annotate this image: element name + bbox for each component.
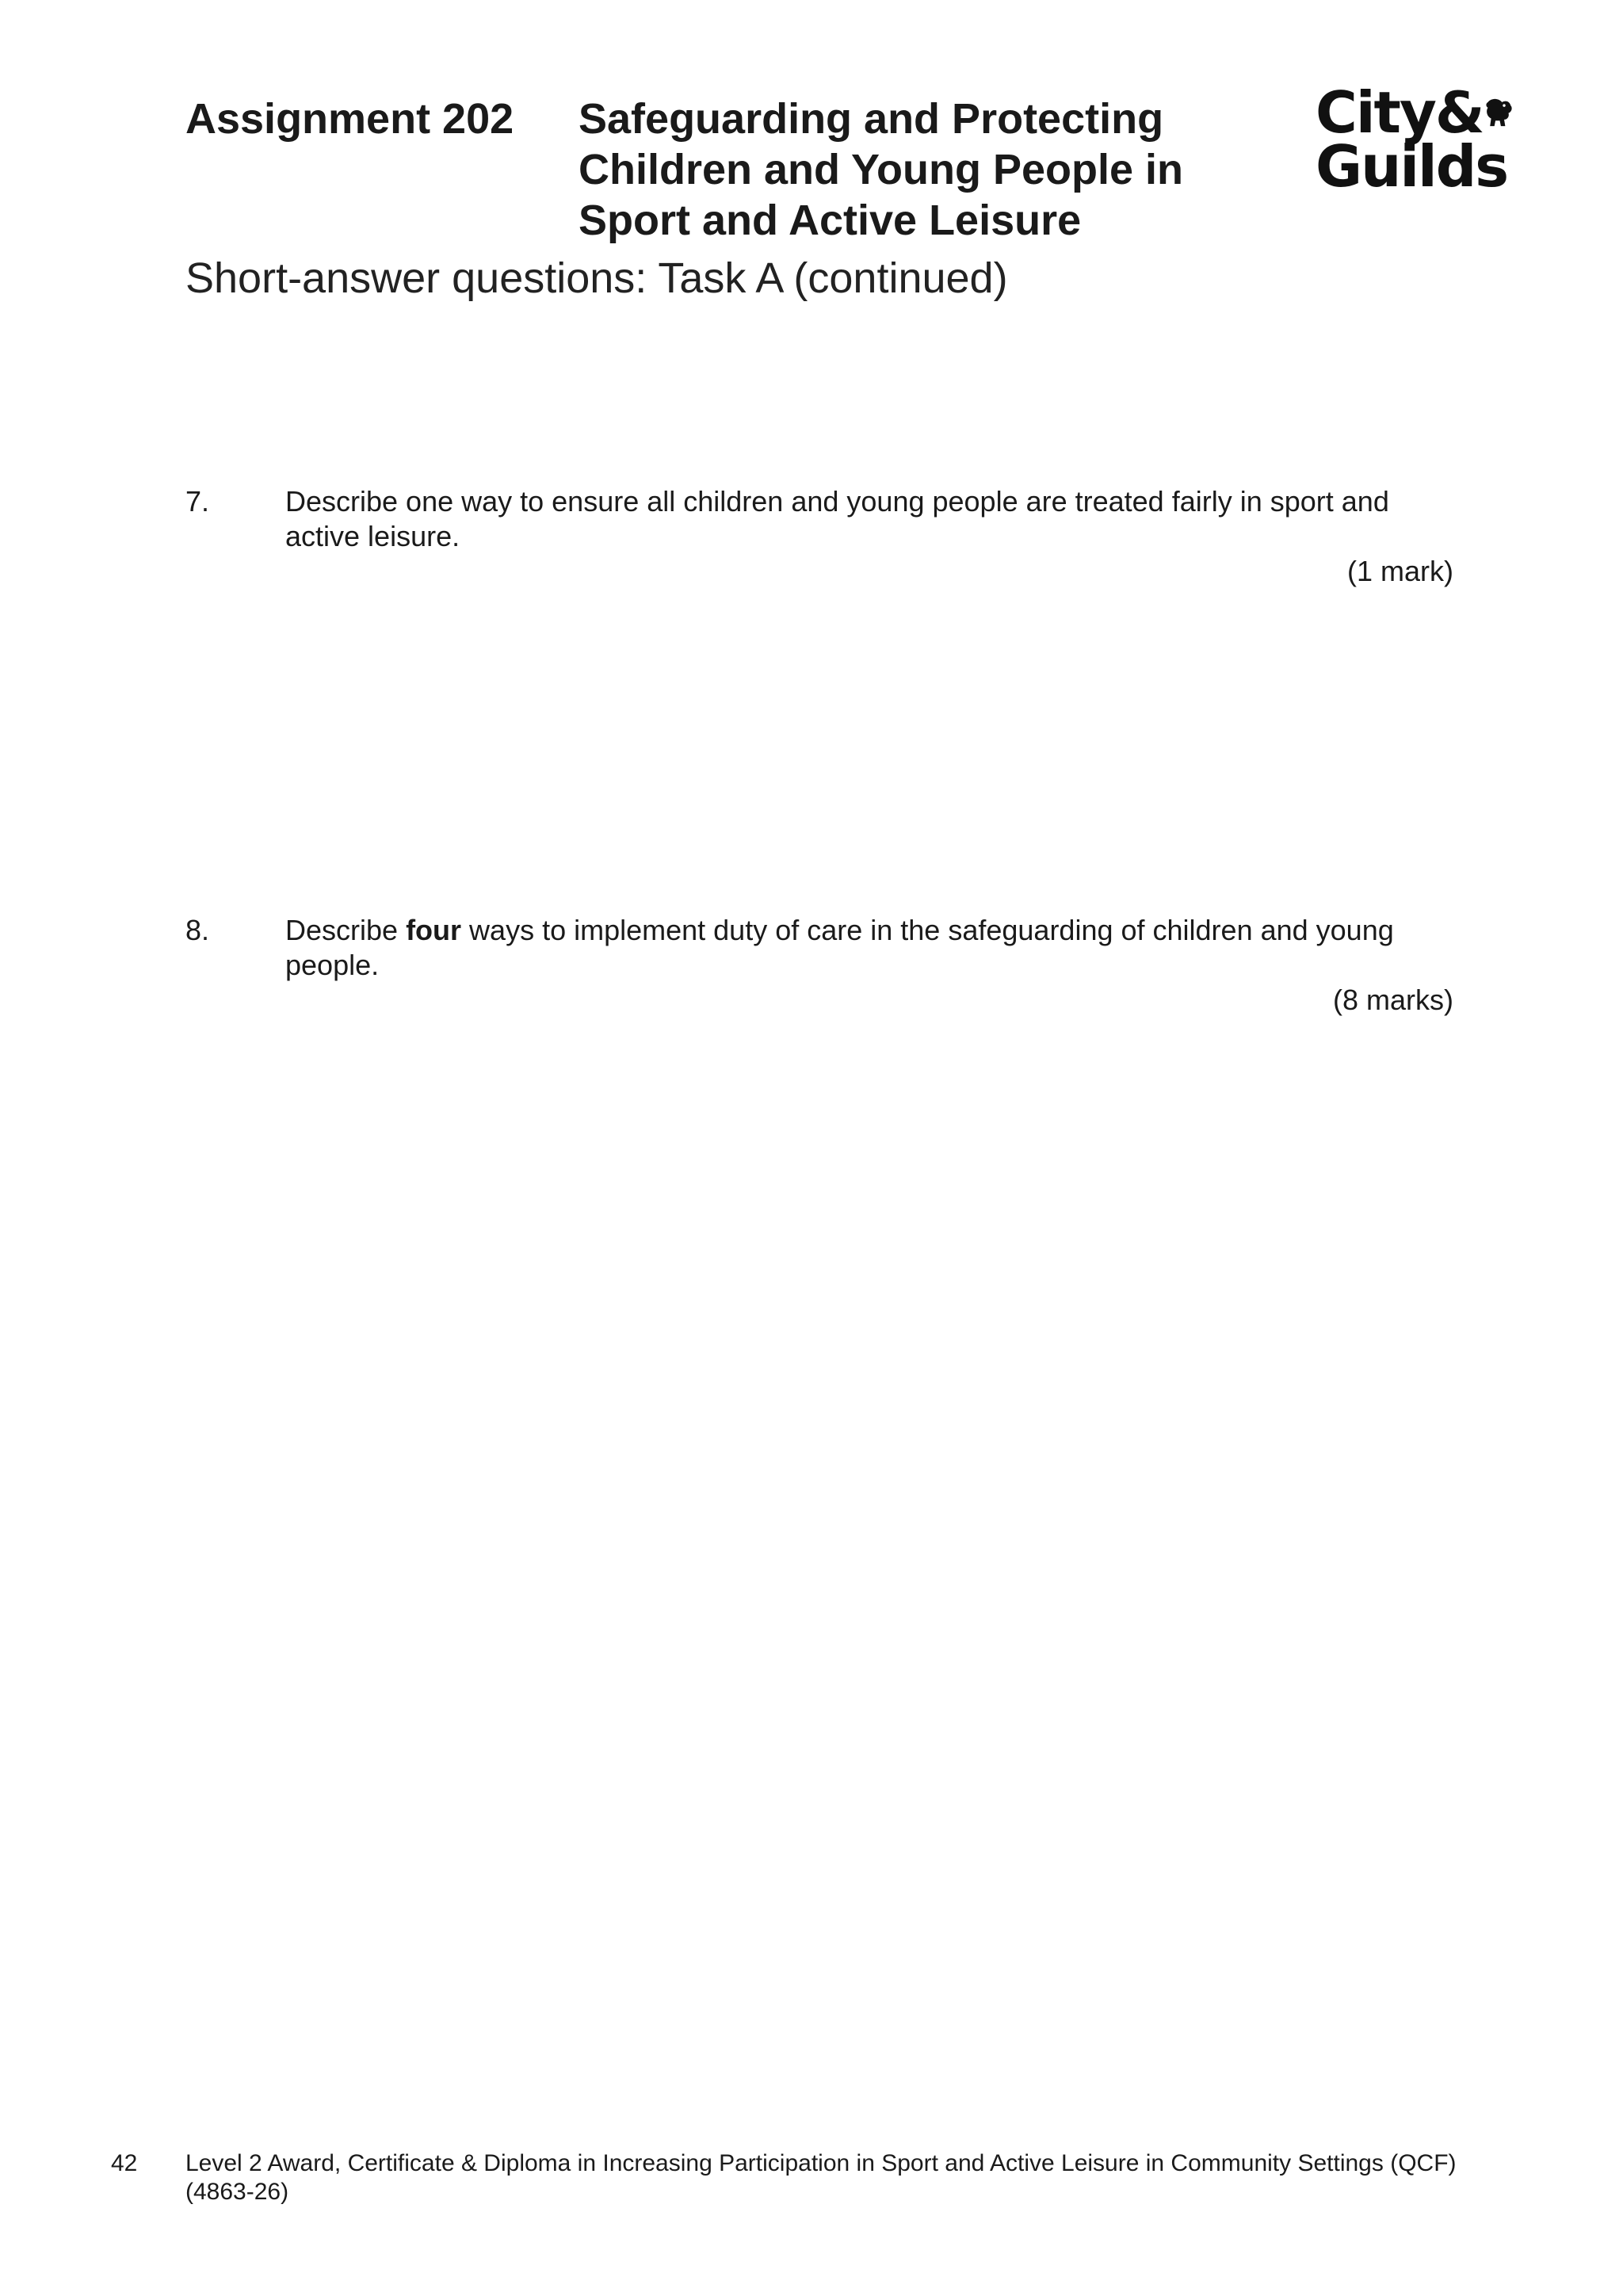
page-number: 42 (111, 2150, 138, 2176)
assignment-number: Assignment 202 (185, 95, 514, 143)
question-text-part-1: Describe (285, 914, 407, 946)
question-marks: (1 mark) (1347, 555, 1453, 587)
question-text (285, 913, 1426, 983)
lion-icon (1484, 90, 1514, 136)
footer-line-1: Level 2 Award, Certificate & Diploma in Increasing Participation in Sport and Active Leisure in Community Settings (QCF) (185, 2150, 1457, 2176)
question-number: 7. (185, 485, 210, 518)
question-text: Describe one way to ensure all children and young people are treated fairly in sport and active leisure. (285, 485, 1389, 552)
question-number: 8. (185, 914, 210, 946)
question-7 (185, 484, 1453, 595)
logo-line-1 (1316, 79, 1514, 146)
assignment-title (579, 94, 1260, 246)
footer-line-2: (4863-26) (185, 2179, 289, 2205)
question-marks: (8 marks) (1333, 984, 1453, 1016)
section-heading: Short-answer questions: Task A (continued) (185, 254, 1008, 302)
assignment-title-line-2: Children and Young People in (579, 146, 1184, 193)
assignment-title-line-1: Safeguarding and Protecting (579, 95, 1164, 143)
question-text-part-2: ways to implement duty of care in the safeguarding of children and young people. (285, 914, 1394, 981)
logo-text-city: City& (1316, 79, 1484, 146)
logo-text-guilds: Guilds (1316, 133, 1508, 200)
question-8 (185, 913, 1453, 1024)
assignment-title-line-3: Sport and Active Leisure (579, 197, 1082, 244)
question-text-emphasis: four (406, 914, 462, 946)
logo-line-2 (1316, 133, 1514, 200)
city-and-guilds-logo (1316, 79, 1514, 212)
footer-text (185, 2149, 1517, 2206)
